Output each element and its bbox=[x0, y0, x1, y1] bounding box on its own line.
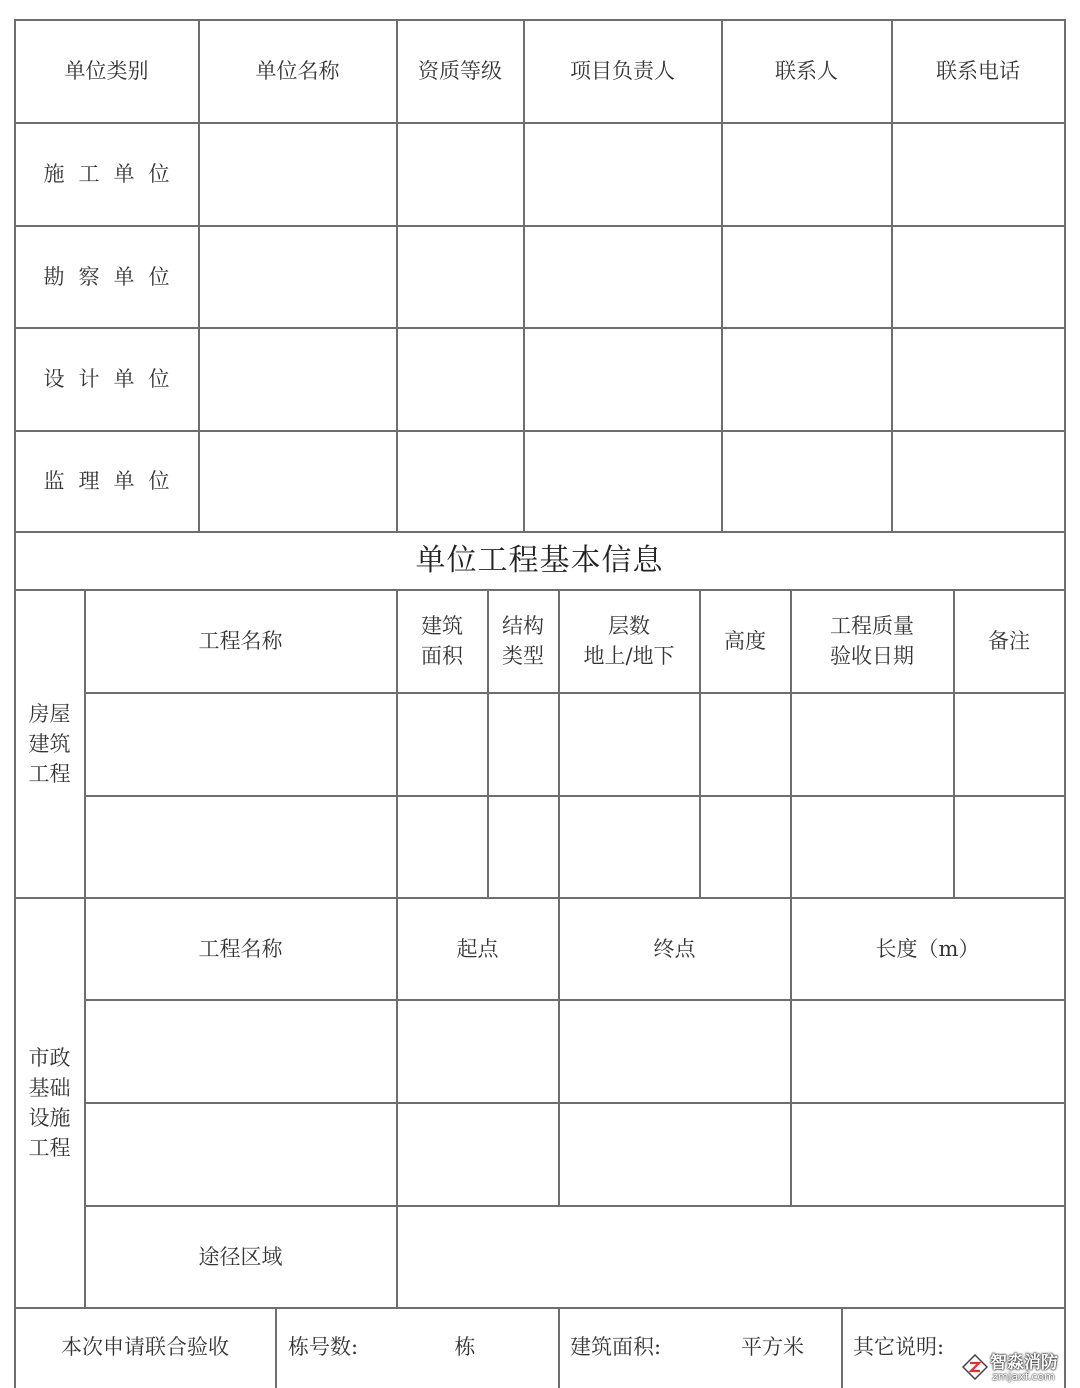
bld-header-structure: 结构 类型 bbox=[502, 614, 544, 668]
vline-foot-2 bbox=[558, 1307, 560, 1388]
mun-header-start: 起点 bbox=[456, 936, 499, 961]
category-building: 房屋 建筑 工程 bbox=[28, 701, 71, 786]
vline-foot-1 bbox=[275, 1307, 277, 1388]
bld-header-area: 建筑 面积 bbox=[421, 614, 463, 668]
bld-header-remarks: 备注 bbox=[988, 629, 1030, 653]
footer-area-label: 建筑面积: bbox=[570, 1335, 662, 1359]
row-label-design: 设计单位 bbox=[43, 367, 184, 391]
mun-header-length: 长度（m） bbox=[875, 936, 980, 961]
header-project-leader: 项目负责人 bbox=[570, 59, 675, 83]
hline-mun-1 bbox=[84, 999, 1066, 1001]
row-label-construction: 施工单位 bbox=[43, 162, 184, 186]
row-label-survey: 勘察单位 bbox=[43, 264, 184, 289]
watermark-url: zmjaxf.com bbox=[992, 1370, 1055, 1383]
mun-header-end: 终点 bbox=[653, 936, 696, 961]
watermark bbox=[962, 1346, 1072, 1386]
bld-header-acceptance-date: 工程质量 验收日期 bbox=[830, 614, 914, 668]
row-label-supervision: 监理单位 bbox=[43, 469, 184, 493]
footer-building-count-unit: 栋 bbox=[454, 1335, 476, 1359]
category-municipal: 市政 基础 设施 工程 bbox=[28, 1045, 71, 1160]
hline-bld-1 bbox=[84, 692, 1066, 694]
header-qualification: 资质等级 bbox=[418, 59, 502, 83]
bld-header-project-name: 工程名称 bbox=[198, 629, 283, 653]
footer-area-unit: 平方米 bbox=[741, 1335, 804, 1359]
hline-bld-2 bbox=[84, 795, 1066, 797]
header-contact: 联系人 bbox=[775, 59, 838, 83]
header-unit-category: 单位类别 bbox=[64, 59, 149, 83]
mun-header-project-name: 工程名称 bbox=[198, 936, 283, 961]
brand-logo-icon bbox=[962, 1354, 988, 1380]
header-unit-name: 单位名称 bbox=[255, 59, 340, 83]
footer-apply-label: 本次申请联合验收 bbox=[61, 1335, 229, 1359]
header-phone: 联系电话 bbox=[936, 59, 1020, 83]
hline-mun-2 bbox=[84, 1102, 1066, 1104]
bld-header-floors: 层数 地上/地下 bbox=[583, 614, 675, 668]
mun-route-label: 途径区域 bbox=[198, 1244, 283, 1269]
section-title: 单位工程基本信息 bbox=[415, 542, 664, 578]
bld-header-height: 高度 bbox=[724, 629, 766, 653]
footer-other-label: 其它说明: bbox=[853, 1335, 945, 1359]
footer-building-count-label: 栋号数: bbox=[288, 1335, 359, 1359]
vline-foot-3 bbox=[841, 1307, 843, 1388]
watermark-name: 智淼消防 bbox=[990, 1353, 1058, 1373]
